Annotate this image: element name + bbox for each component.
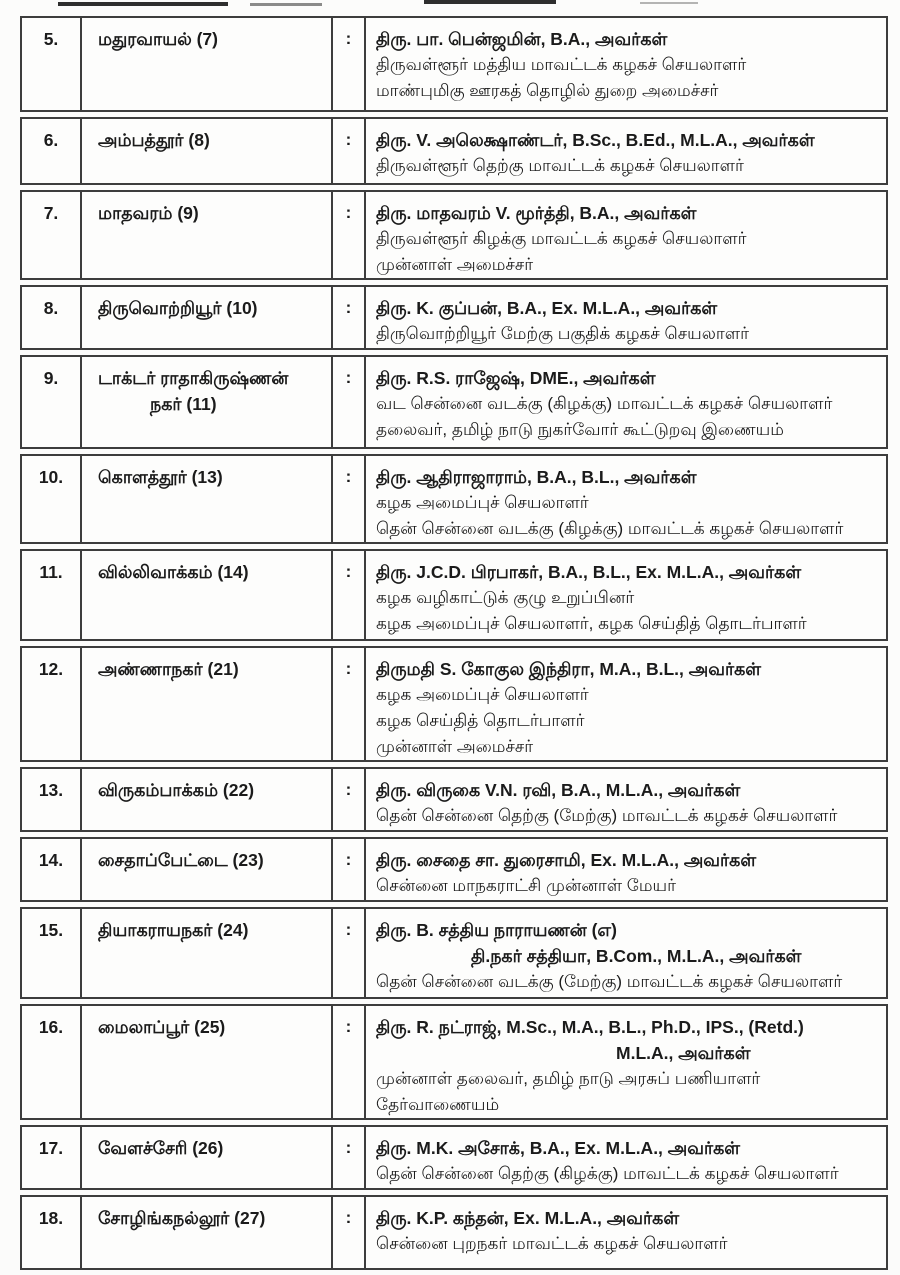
separator-colon: : bbox=[331, 907, 364, 999]
table-row bbox=[20, 190, 888, 280]
person-role: தென் சென்னை வடக்கு (கிழக்கு) மாவட்டக் கழகச் செயலாளர் bbox=[376, 519, 844, 538]
person-role: முன்னாள் தலைவர், தமிழ் நாடு அரசுப் பணியாளர் தேர்வாணையம் bbox=[376, 1069, 761, 1114]
table-row bbox=[20, 454, 888, 544]
person-name: திரு. B. சத்திய நாராயணன் (எ) bbox=[376, 920, 617, 940]
constituency-cell bbox=[80, 1125, 331, 1190]
person-name: திரு. R.S. ராஜேஷ், DME., அவர்கள் bbox=[376, 368, 656, 388]
serial-number: 17. bbox=[20, 1125, 80, 1190]
constituency-cell bbox=[80, 285, 331, 350]
separator-colon: : bbox=[331, 190, 364, 280]
person-name: திரு. R. நட்ராஜ், M.Sc., M.A., B.L., Ph.D., IPS., (Retd.) bbox=[376, 1017, 804, 1037]
serial-number: 10. bbox=[20, 454, 80, 544]
person-role: சென்னை புறநகர் மாவட்டக் கழகச் செயலாளர் bbox=[376, 1234, 728, 1253]
constituency-cell bbox=[80, 1195, 331, 1270]
details-cell bbox=[364, 285, 888, 350]
table-row bbox=[20, 837, 888, 902]
separator-colon: : bbox=[331, 1195, 364, 1270]
separator-colon: : bbox=[331, 767, 364, 832]
constituency-cell bbox=[80, 454, 331, 544]
table-row bbox=[20, 907, 888, 999]
person-role: திருவொற்றியூர் மேற்கு பகுதிக் கழகச் செயலாளர் bbox=[376, 324, 749, 343]
person-name: திரு. ஆதிராஜாராம், B.A., B.L., அவர்கள் bbox=[376, 467, 697, 487]
serial-number: 18. bbox=[20, 1195, 80, 1270]
person-name: திருமதி S. கோகுல இந்திரா, M.A., B.L., அவர்கள் bbox=[376, 659, 762, 679]
details-cell bbox=[364, 646, 888, 762]
person-role: M.L.A., அவர்கள் bbox=[616, 1043, 751, 1063]
table-row bbox=[20, 355, 888, 449]
person-name: திரு. K. குப்பன், B.A., Ex. M.L.A., அவர்கள் bbox=[376, 298, 718, 318]
serial-number: 6. bbox=[20, 117, 80, 185]
person-role: திருவள்ளூர் தெற்கு மாவட்டக் கழகச் செயலாளர் bbox=[376, 156, 744, 175]
person-role: கழக வழிகாட்டுக் குழு உறுப்பினர் bbox=[376, 588, 635, 607]
person-role: தி.நகர் சத்தியா, B.Com., M.L.A., அவர்கள் bbox=[471, 946, 802, 966]
details-cell bbox=[364, 767, 888, 832]
separator-colon: : bbox=[331, 355, 364, 449]
constituency-cell bbox=[80, 190, 331, 280]
person-role: முன்னாள் அமைச்சர் bbox=[376, 737, 534, 756]
person-role: முன்னாள் அமைச்சர் bbox=[376, 255, 534, 274]
constituency-name: மதுரவாயல் (7) bbox=[98, 29, 218, 49]
table-row bbox=[20, 549, 888, 641]
separator-colon: : bbox=[331, 117, 364, 185]
person-name: திரு. சைதை சா. துரைசாமி, Ex. M.L.A., அவர்கள் bbox=[376, 850, 757, 870]
constituency-name: அண்ணாநகர் (21) bbox=[98, 659, 239, 679]
table-row bbox=[20, 117, 888, 185]
constituency-cell bbox=[80, 117, 331, 185]
person-name: திரு. விருகை V.N. ரவி, B.A., M.L.A., அவர்கள் bbox=[376, 780, 741, 800]
table-row bbox=[20, 1195, 888, 1270]
constituency-name: மாதவரம் (9) bbox=[98, 203, 199, 223]
scan-artifact bbox=[58, 2, 228, 6]
constituency-cell bbox=[80, 767, 331, 832]
constituency-cell bbox=[80, 355, 331, 449]
person-role: தலைவர், தமிழ் நாடு நுகர்வோர் கூட்டுறவு இணையம் bbox=[376, 420, 784, 439]
constituency-name: வேளச்சேரி (26) bbox=[98, 1138, 224, 1158]
constituency-cell bbox=[80, 646, 331, 762]
serial-number: 11. bbox=[20, 549, 80, 641]
table-row bbox=[20, 16, 888, 112]
details-cell bbox=[364, 454, 888, 544]
person-role: தென் சென்னை வடக்கு (மேற்கு) மாவட்டக் கழகச் செயலாளர் bbox=[376, 972, 843, 991]
person-name: திரு. மாதவரம் V. மூர்த்தி, B.A., அவர்கள் bbox=[376, 203, 697, 223]
serial-number: 16. bbox=[20, 1004, 80, 1120]
constituency-cell bbox=[80, 907, 331, 999]
scan-artifact bbox=[424, 0, 556, 4]
person-role: தென் சென்னை தெற்கு (கிழக்கு) மாவட்டக் கழகச் செயலாளர் bbox=[376, 1164, 839, 1183]
details-cell bbox=[364, 355, 888, 449]
person-name: திரு. பா. பென்ஜமின், B.A., அவர்கள் bbox=[376, 29, 668, 49]
table-row bbox=[20, 285, 888, 350]
details-cell bbox=[364, 837, 888, 902]
constituency-name: மைலாப்பூர் (25) bbox=[98, 1017, 226, 1037]
constituency-name: வில்லிவாக்கம் (14) bbox=[98, 562, 249, 582]
serial-number: 5. bbox=[20, 16, 80, 112]
details-cell bbox=[364, 1004, 888, 1120]
serial-number: 14. bbox=[20, 837, 80, 902]
constituency-name: கொளத்தூர் (13) bbox=[98, 467, 223, 487]
constituency-name: அம்பத்தூர் (8) bbox=[98, 130, 210, 150]
separator-colon: : bbox=[331, 1004, 364, 1120]
constituency-cell bbox=[80, 1004, 331, 1120]
constituency-name: திருவொற்றியூர் (10) bbox=[98, 298, 258, 318]
constituency-name: டாக்டர் ராதாகிருஷ்ணன் bbox=[98, 368, 289, 388]
person-role: மாண்புமிகு ஊரகத் தொழில் துறை அமைச்சர் bbox=[376, 81, 719, 100]
constituency-name: விருகம்பாக்கம் (22) bbox=[98, 780, 255, 800]
roster-table-body bbox=[20, 16, 888, 1270]
person-role: கழக செய்தித் தொடர்பாளர் bbox=[376, 711, 585, 730]
details-cell bbox=[364, 1125, 888, 1190]
person-role: சென்னை மாநகராட்சி முன்னாள் மேயர் bbox=[376, 876, 676, 895]
constituency-name: தியாகராயநகர் (24) bbox=[98, 920, 249, 940]
person-role: கழக அமைப்புச் செயலாளர், கழக செய்தித் தொடர்பாளர் bbox=[376, 614, 807, 633]
serial-number: 9. bbox=[20, 355, 80, 449]
separator-colon: : bbox=[331, 549, 364, 641]
details-cell bbox=[364, 1195, 888, 1270]
scan-artifact bbox=[640, 2, 698, 4]
separator-colon: : bbox=[331, 646, 364, 762]
separator-colon: : bbox=[331, 837, 364, 902]
serial-number: 7. bbox=[20, 190, 80, 280]
person-name: திரு. V. அலெக்ஷாண்டர், B.Sc., B.Ed., M.L.A., அவர்கள் bbox=[376, 130, 815, 150]
details-cell bbox=[364, 549, 888, 641]
serial-number: 13. bbox=[20, 767, 80, 832]
separator-colon: : bbox=[331, 454, 364, 544]
person-role: வட சென்னை வடக்கு (கிழக்கு) மாவட்டக் கழகச் செயலாளர் bbox=[376, 394, 833, 413]
constituency-cell bbox=[80, 16, 331, 112]
person-name: திரு. M.K. அசோக், B.A., Ex. M.L.A., அவர்கள் bbox=[376, 1138, 741, 1158]
person-name: திரு. K.P. கந்தன், Ex. M.L.A., அவர்கள் bbox=[376, 1208, 680, 1228]
person-name: திரு. J.C.D. பிரபாகர், B.A., B.L., Ex. M.L.A., அவர்கள் bbox=[376, 562, 802, 582]
person-role: கழக அமைப்புச் செயலாளர் bbox=[376, 685, 589, 704]
table-row bbox=[20, 1125, 888, 1190]
constituency-name: சைதாப்பேட்டை (23) bbox=[98, 850, 264, 870]
constituency-cell bbox=[80, 549, 331, 641]
separator-colon: : bbox=[331, 285, 364, 350]
separator-colon: : bbox=[331, 1125, 364, 1190]
details-cell bbox=[364, 190, 888, 280]
person-role: கழக அமைப்புச் செயலாளர் bbox=[376, 493, 589, 512]
details-cell bbox=[364, 907, 888, 999]
scan-artifact bbox=[250, 3, 322, 6]
details-cell bbox=[364, 117, 888, 185]
person-role: திருவள்ளூர் மத்திய மாவட்டக் கழகச் செயலாளர் bbox=[376, 55, 747, 74]
table-row bbox=[20, 646, 888, 762]
serial-number: 8. bbox=[20, 285, 80, 350]
serial-number: 12. bbox=[20, 646, 80, 762]
constituency-name: சோழிங்கநல்லூர் (27) bbox=[98, 1208, 266, 1228]
details-cell bbox=[364, 16, 888, 112]
constituency-cell bbox=[80, 837, 331, 902]
constituency-name: நகர் (11) bbox=[150, 394, 217, 414]
table-row bbox=[20, 1004, 888, 1120]
table-row bbox=[20, 767, 888, 832]
separator-colon: : bbox=[331, 16, 364, 112]
serial-number: 15. bbox=[20, 907, 80, 999]
person-role: தென் சென்னை தெற்கு (மேற்கு) மாவட்டக் கழகச் செயலாளர் bbox=[376, 806, 838, 825]
person-role: திருவள்ளூர் கிழக்கு மாவட்டக் கழகச் செயலாளர் bbox=[376, 229, 747, 248]
office-bearers-table bbox=[20, 11, 888, 1275]
